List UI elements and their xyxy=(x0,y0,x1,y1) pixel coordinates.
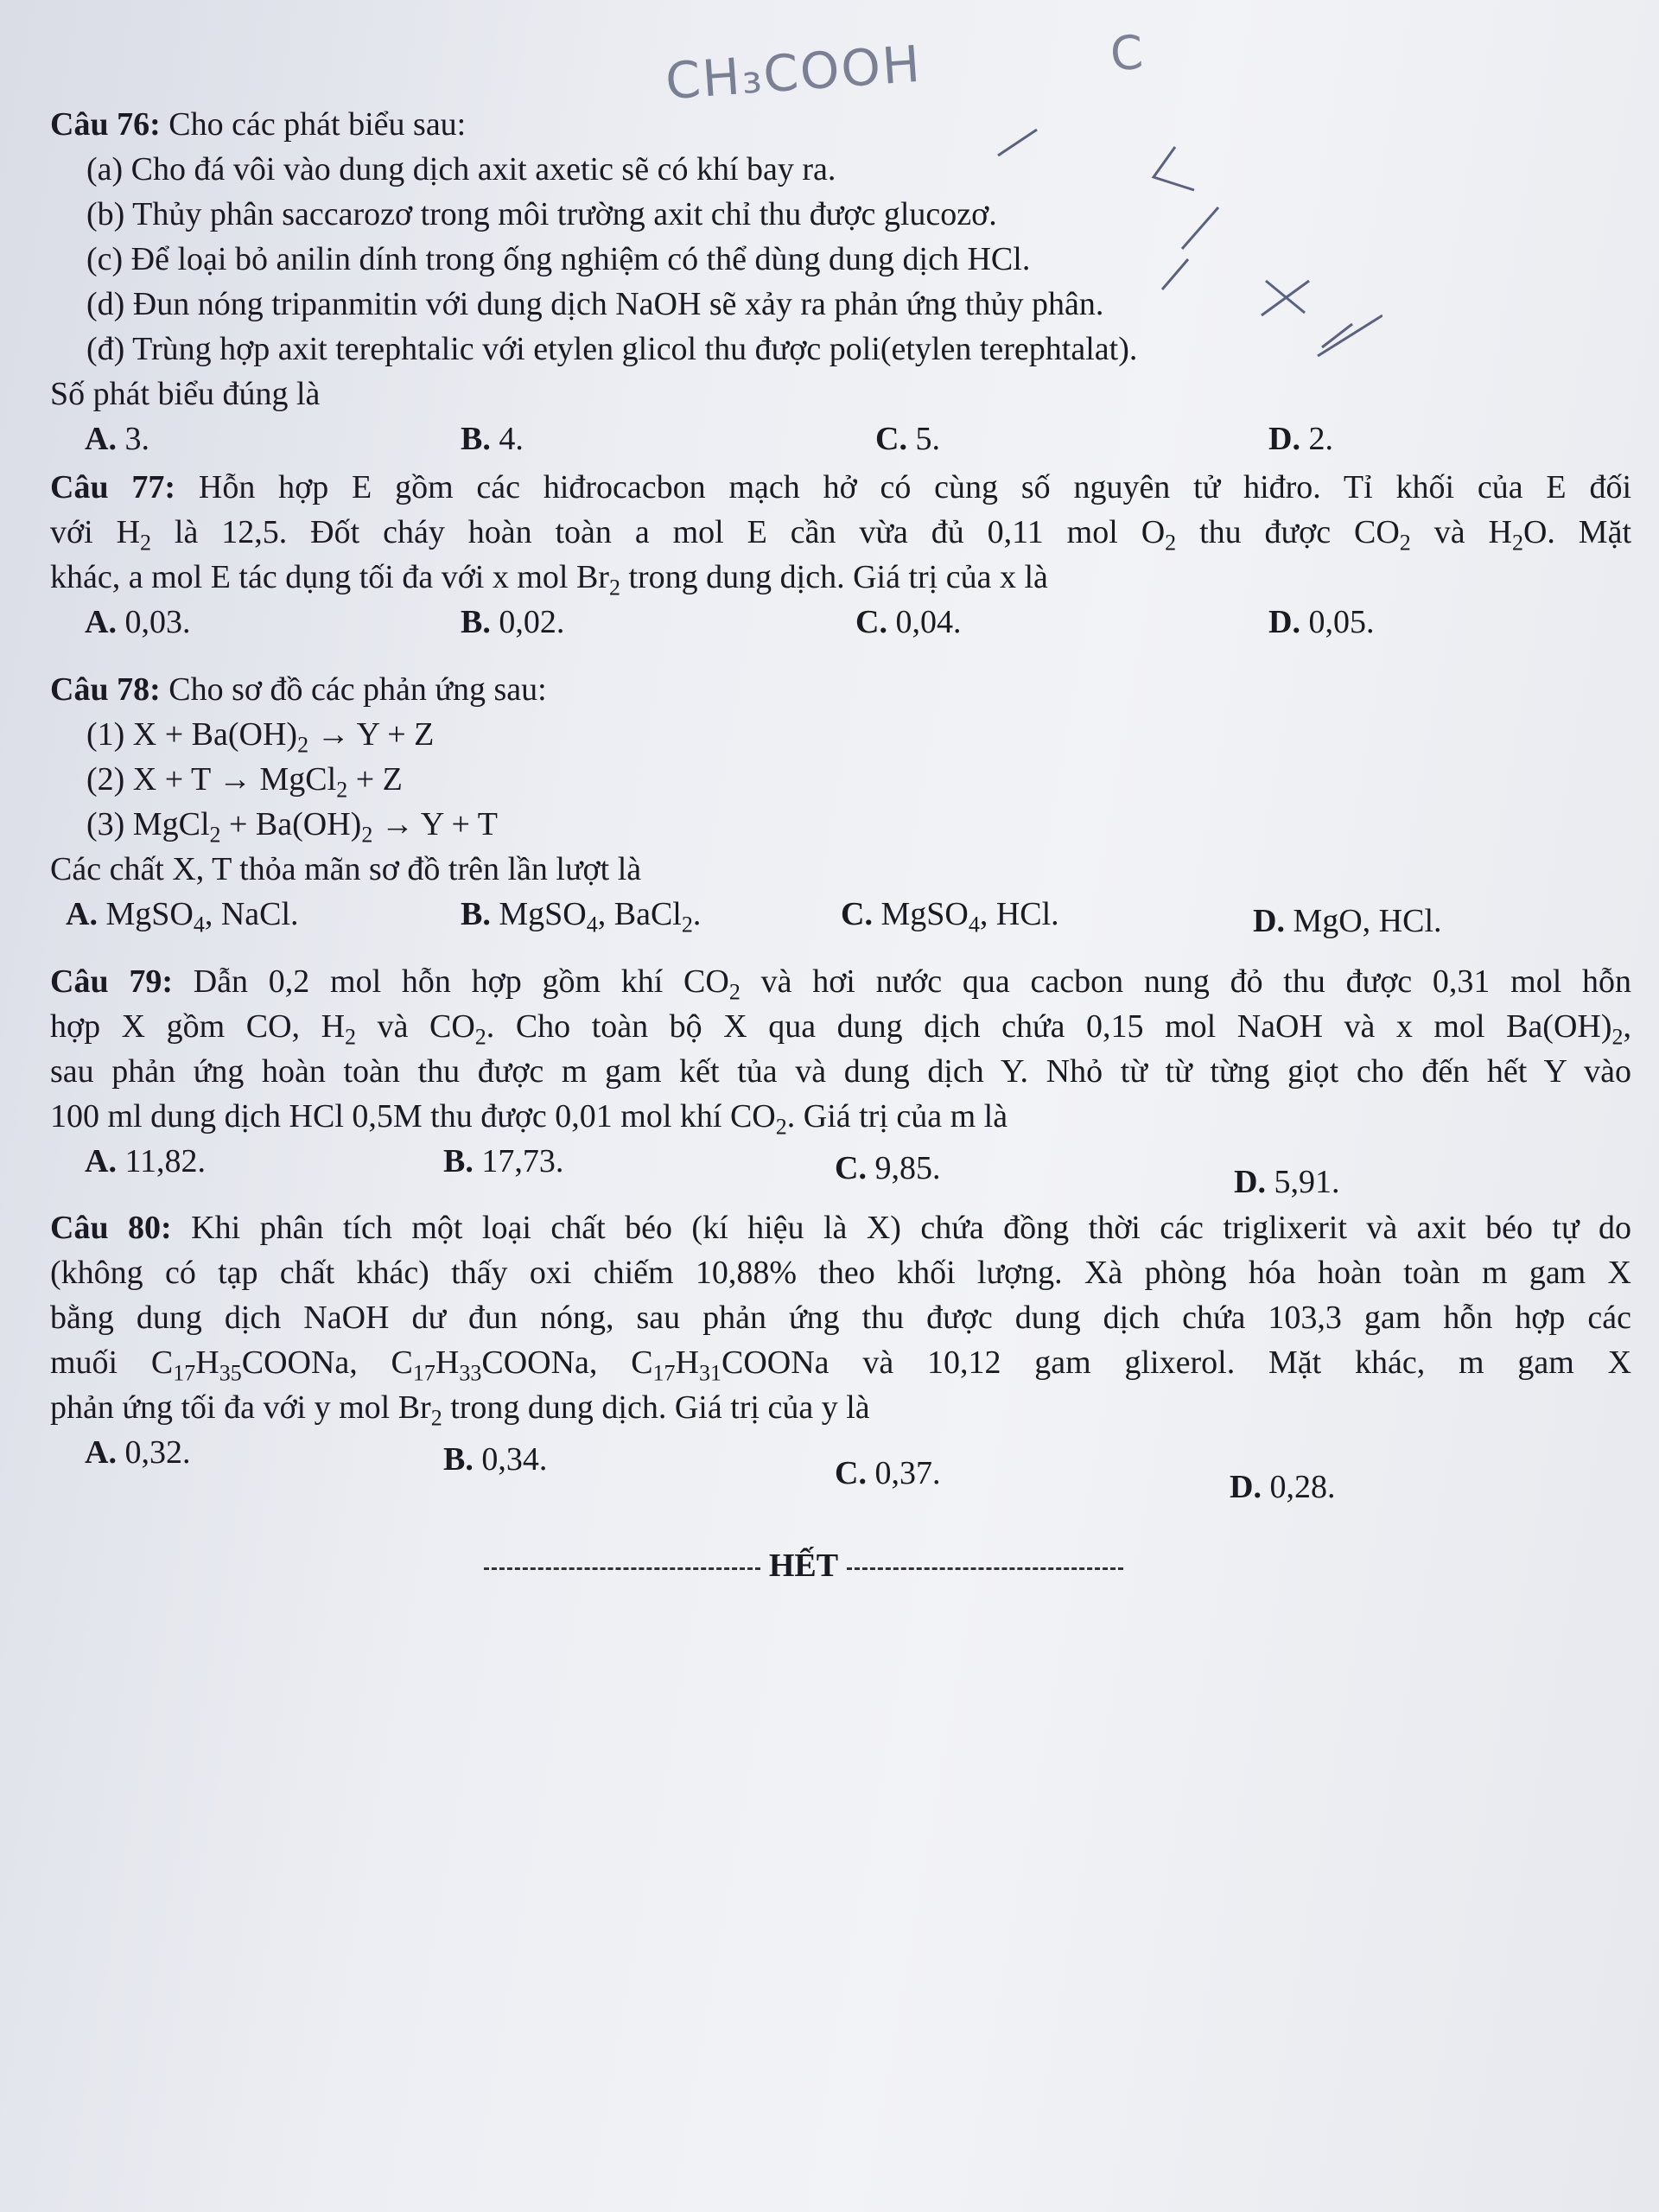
option-c[interactable]: C. 0,37. xyxy=(835,1455,941,1491)
option-d[interactable]: D. 2. xyxy=(1268,421,1333,457)
option-b[interactable]: B. 0,02. xyxy=(461,604,565,640)
options-row xyxy=(50,892,1631,937)
option-b[interactable]: B. 4. xyxy=(461,421,524,457)
question-line: muối $C_{17}H_{35}COONa$, $C_{17}H_{33}COONa$, $C_{17}H_{31}COONa$ và 10,12 gam glixerol. Mặt khác, m gam X xyxy=(50,1344,1632,1386)
reaction-3: (3) MgCl$_2$ + $Ba(OH)_2 \to Y + T$ xyxy=(86,806,498,848)
statement-a: (a) Cho đá vôi vào dung dịch axit axetic sẽ có khí bay ra. xyxy=(86,151,836,188)
question-line: 100 ml dung dịch HCl 0,5M thu được 0,01 mol khí $CO_2$. Giá trị của m là xyxy=(50,1098,1008,1140)
dashed-divider xyxy=(484,1567,760,1570)
question-prompt: Các chất X, T thỏa mãn sơ đồ trên lần lượt là xyxy=(50,851,642,887)
question-prompt: Số phát biểu đúng là xyxy=(50,376,321,412)
question-number: Câu 78: xyxy=(50,671,161,708)
options-row xyxy=(50,600,1631,645)
options-row xyxy=(50,1139,1631,1200)
question-80 xyxy=(50,1205,1632,1505)
options-row xyxy=(50,416,1631,461)
question-line: với $H_2$ là 12,5. Đốt cháy hoàn toàn a mol E cần vừa đủ 0,11 mol $O_2$ thu được $CO_2$ và $H_2O$. Mặt xyxy=(50,514,1632,556)
option-a[interactable]: A. 0,03. xyxy=(85,604,191,640)
question-76 xyxy=(50,102,1631,461)
option-b[interactable]: B. 17,73. xyxy=(443,1143,564,1179)
dashed-divider xyxy=(847,1567,1123,1570)
option-a[interactable]: A. 11,82. xyxy=(85,1143,207,1179)
statement-dd: (đ) Trùng hợp axit terephtalic với etylen glicol thu được poli(etylen terephtalat). xyxy=(86,331,1138,367)
option-d[interactable]: D. 0,28. xyxy=(1230,1469,1336,1505)
question-number: Câu 80: xyxy=(50,1210,172,1246)
end-marker xyxy=(449,1547,1158,1585)
question-line: hợp X gồm CO, $H_2$ và $CO_2$. Cho toàn bộ X qua dung dịch chứa 0,15 mol NaOH và x mol $Ba(OH)_2$, xyxy=(50,1008,1631,1050)
option-d[interactable]: D. MgO, HCl. xyxy=(1253,903,1442,939)
question-line: bằng dung dịch NaOH dư đun nóng, sau phản ứng thu được dung dịch chứa 103,3 gam hỗn hợp các xyxy=(50,1300,1631,1336)
question-line: Câu 80: Khi phân tích một loại chất béo (kí hiệu là X) chứa đồng thời các triglixerit và axit béo tự do xyxy=(50,1210,1632,1246)
question-line: phản ứng tối đa với y mol $Br_2$ trong dung dịch. Giá trị của y là xyxy=(50,1389,870,1431)
options-row xyxy=(50,1430,1631,1505)
option-c[interactable]: C. 9,85. xyxy=(835,1150,941,1186)
handwritten-note: CH₃COOH xyxy=(663,34,924,111)
option-a[interactable]: A. 3. xyxy=(85,421,149,457)
option-b[interactable]: B. MgSO$_4$, BaCl$_2$. xyxy=(461,896,702,938)
question-78: Câu 78: Cho sơ đồ các phản ứng sau: (1) $X + Ba(OH)_2 \to Y + Z$ (2) X + T → MgCl$_2$ + Z (3) MgCl$_2$ + $Ba(OH)_2 \to Y + T$ Các chất X, T thỏa mãn sơ đồ trên lần lượt là A. MgSO$_4$, NaCl. B. MgSO$_4$, BaCl$_2$. C. MgSO$_4$, HCl. D. MgO, HCl. xyxy=(50,667,1631,937)
question-number: Câu 79: xyxy=(50,963,173,1000)
option-d[interactable]: D. 5,91. xyxy=(1234,1164,1340,1200)
statement-b: (b) Thủy phân saccarozơ trong môi trường axit chỉ thu được glucozơ. xyxy=(86,196,997,232)
question-number: Câu 77: xyxy=(50,469,176,505)
statement-d: (d) Đun nóng tripanmitin với dung dịch NaOH sẽ xảy ra phản ứng thủy phân. xyxy=(86,286,1104,322)
option-c[interactable]: C. 5. xyxy=(875,421,940,457)
option-d[interactable]: D. 0,05. xyxy=(1268,604,1375,640)
reaction-2: (2) X + T → MgCl$_2$ + Z xyxy=(86,761,403,803)
question-line: sau phản ứng hoàn toàn thu được m gam kết tủa và dung dịch Y. Nhỏ từ từ từng giọt cho đến hết Y vào xyxy=(50,1053,1631,1090)
question-intro: Cho các phát biểu sau: xyxy=(168,106,467,143)
question-line: (không có tạp chất khác) thấy oxi chiếm 10,88% theo khối lượng. Xà phòng hóa hoàn toàn m gam X xyxy=(50,1255,1631,1291)
handwritten-note-c: C xyxy=(1108,24,1147,82)
option-a[interactable]: A. MgSO$_4$, NaCl. xyxy=(66,896,299,938)
option-b[interactable]: B. 0,34. xyxy=(443,1441,548,1478)
option-c[interactable]: C. MgSO$_4$, HCl. xyxy=(841,896,1059,938)
statement-c: (c) Để loại bỏ anilin dính trong ống nghiệm có thể dùng dung dịch HCl. xyxy=(86,241,1031,277)
question-79 xyxy=(50,959,1632,1200)
question-number: Câu 76: xyxy=(50,106,161,143)
end-label: HẾT xyxy=(768,1548,839,1584)
option-a[interactable]: A. 0,32. xyxy=(85,1434,191,1471)
question-line: khác, a mol E tác dụng tối đa với x mol $Br_2$ trong dung dịch. Giá trị của x là xyxy=(50,559,1048,601)
question-77: Câu 77: Hỗn hợp E gồm các hiđrocacbon mạch hở có cùng số nguyên tử hiđro. Tỉ khối của E đối với $H_2$ là 12,5. Đốt cháy hoàn toàn a mol E cần vừa đủ 0,11 mol $O_2$ thu được $CO_2$ và $H_2O$. Mặt khác, a mol E tác dụng tối đa với x mol $Br_2$ trong dung dịch. Giá trị của x là A. 0,03. B. 0,02. C. 0,04. D. 0,05. xyxy=(50,465,1631,645)
option-c[interactable]: C. 0,04. xyxy=(855,604,962,640)
reaction-1: (1) $X + Ba(OH)_2 \to Y + Z$ xyxy=(86,716,435,758)
question-line: Câu 79: Dẫn 0,2 mol hỗn hợp gồm khí $CO_2$ và hơi nước qua cacbon nung đỏ thu được 0,31 mol hỗn xyxy=(50,963,1632,1005)
